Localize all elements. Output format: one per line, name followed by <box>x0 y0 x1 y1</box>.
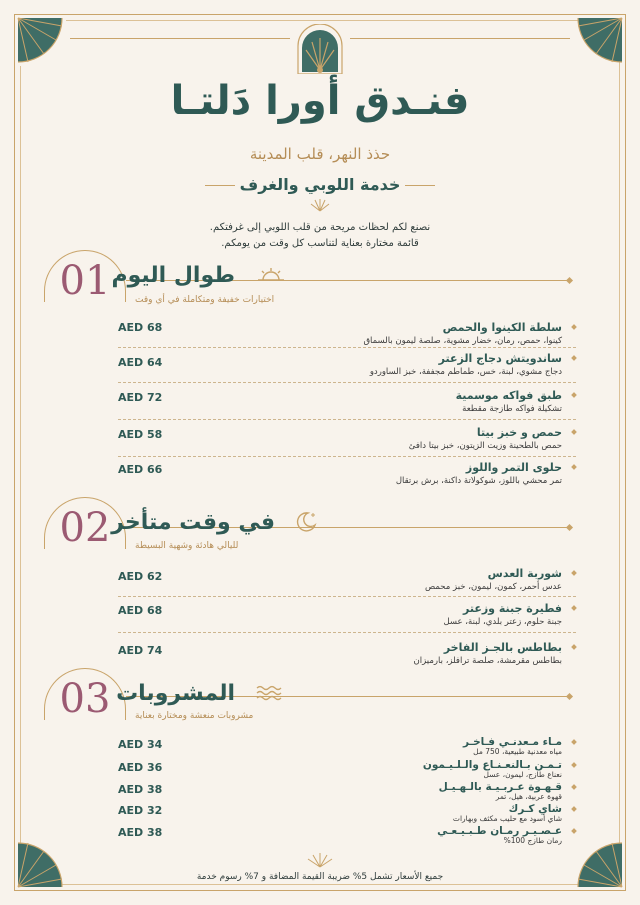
item-description: كينوا، حمص، رمان، خضار مشوية، صلصة ليمون بالسماق <box>363 336 562 346</box>
item-price: AED 38 <box>118 783 163 796</box>
section-number: 01 <box>59 258 111 304</box>
item-description: شاي أسود مع حليب مكثف وبهارات <box>452 814 562 823</box>
item-price: AED 74 <box>118 644 163 657</box>
item-price: AED 68 <box>118 604 163 617</box>
item-name: قـهـوة عـربـيـة بالـهـيـل <box>438 781 562 793</box>
item-description: رمان طازج 100% <box>503 836 562 845</box>
item-separator <box>118 382 576 383</box>
header-rule <box>70 38 290 39</box>
section-subtitle: مشروبات منعشة ومختارة بعناية <box>135 711 254 721</box>
corner-fan-ornament <box>16 16 66 66</box>
item-separator <box>118 632 576 633</box>
item-price: AED 58 <box>118 428 163 441</box>
item-price: AED 68 <box>118 321 163 334</box>
item-description: قهوة عربية، هيل، تمر <box>495 792 562 801</box>
item-price: AED 64 <box>118 356 163 369</box>
section-title: في وقت متأخر <box>111 510 275 535</box>
item-separator <box>118 347 576 348</box>
intro-line: قائمة مختارة بعناية لتناسب كل وقت من يومكم. <box>221 238 419 249</box>
item-description: مياه معدنية طبيعية، 750 مل <box>473 747 562 756</box>
item-separator <box>118 596 576 597</box>
item-name: شوربة العدس <box>487 567 562 580</box>
item-name: حلوى التمر واللوز <box>465 461 562 474</box>
item-description: حمص بالطحينة وزيت الزيتون، خبز بيتا دافئ <box>408 441 562 451</box>
item-description: بطاطس مقرمشة، صلصة ترافلز، بارميزان <box>413 656 562 666</box>
section-number: 02 <box>59 505 111 551</box>
header-rule <box>350 38 570 39</box>
item-name: عـصـيـر رمـان طـبـيـعـي <box>437 825 562 837</box>
item-name: بطاطس بالجـز الفاخر <box>443 641 562 654</box>
item-description: دجاج مشوي، لبنة، خس، طماطم مجففة، خبز الساوردو <box>369 367 562 377</box>
item-name: طبق فواكه موسمية <box>455 389 562 402</box>
item-separator <box>118 419 576 420</box>
item-name: حمص و خبز بيتا <box>476 426 562 439</box>
item-price: AED 72 <box>118 391 163 404</box>
item-name: سلطة الكينوا والحمص <box>442 321 562 334</box>
item-price: AED 34 <box>118 738 163 751</box>
section-title: طوال اليوم <box>111 263 235 288</box>
intro-line: نصنع لكم لحظات مريحة من قلب اللوبي إلى غرفتكم. <box>209 222 431 233</box>
item-description: تشكيلة فواكه طازجة مقطعة <box>462 404 562 414</box>
hotel-title: فنـدق أورا دَلتـا <box>170 78 470 124</box>
section-subtitle: اختيارات خفيفة ومتكاملة في أي وقت <box>135 295 275 305</box>
small-fan-ornament-icon <box>309 198 331 212</box>
item-description: تمر محشي باللوز، شوكولاتة داكنة، برش برتقال <box>395 476 562 486</box>
item-price: AED 36 <box>118 761 163 774</box>
item-price: AED 32 <box>118 804 163 817</box>
section-title: المشروبات <box>116 681 235 706</box>
item-price: AED 66 <box>118 463 163 476</box>
waves-icon <box>256 684 282 702</box>
item-name: تـمـن بـالنعـنـاع والـلـيـمون <box>422 759 562 771</box>
item-separator <box>118 456 576 457</box>
hotel-tagline: حذذ النهر، قلب المدينة <box>249 145 391 163</box>
item-description: عدس أحمر، كمون، ليمون، خبز محمص <box>424 582 562 592</box>
item-description: نعناع طازج، ليمون، عسل <box>483 770 562 779</box>
item-name: مـاء مـعدنـي فـاخـر <box>462 736 562 748</box>
section-number: 03 <box>59 676 111 722</box>
item-name: ساندويتش دجاج الزعتر <box>438 352 562 365</box>
tax-note: جميع الأسعار تشمل 5% ضريبة القيمة المضافة و 7% رسوم خدمة <box>196 872 444 882</box>
sun-icon <box>256 266 286 282</box>
section-subtitle: لليالي هادئة وشهية البسيطة <box>135 541 239 551</box>
item-name: فطيرة جبنة وزعتر <box>463 602 562 615</box>
item-price: AED 38 <box>118 826 163 839</box>
footer-fan-ornament-icon <box>305 852 335 868</box>
corner-fan-ornament <box>574 16 624 66</box>
item-price: AED 62 <box>118 570 163 583</box>
fan-emblem-icon <box>296 24 344 74</box>
item-name: شاي كـرك <box>508 803 562 815</box>
moon-icon <box>296 510 318 532</box>
item-description: جبنة حلوم، زعتر بلدي، لبنة، عسل <box>443 617 562 627</box>
service-heading: خدمة اللوبي والغرف <box>239 175 401 194</box>
